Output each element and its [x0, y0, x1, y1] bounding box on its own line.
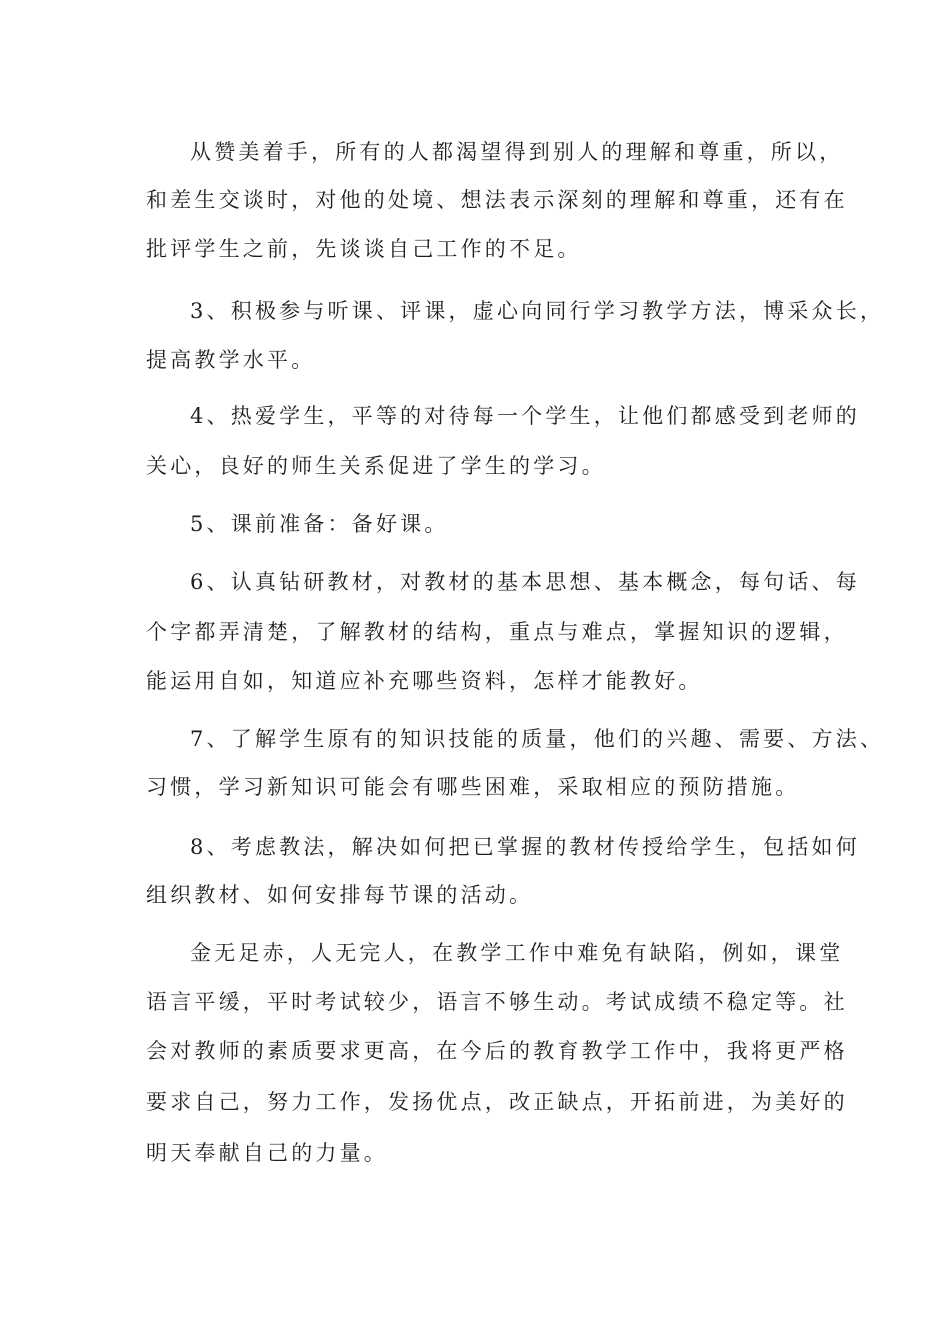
paragraph-line: 和差生交谈时，对他的处境、想法表示深刻的理解和尊重，还有在: [146, 188, 848, 212]
paragraph-line: 会对教师的素质要求更高，在今后的教育教学工作中，我将更严格: [146, 1039, 848, 1063]
paragraph-line: 明天奉献自己的力量。: [146, 1141, 388, 1165]
paragraph-line: 要求自己，努力工作，发扬优点，改正缺点，开拓前进，为美好的: [146, 1090, 848, 1114]
paragraph-line: 语言平缓，平时考试较少，语言不够生动。考试成绩不稳定等。社: [146, 990, 848, 1014]
paragraph-line: 批评学生之前，先谈谈自己工作的不足。: [146, 237, 582, 261]
paragraph-line: 6、认真钻研教材，对教材的基本思想、基本概念，每句话、每: [190, 570, 860, 594]
paragraph-line: 关心，良好的师生关系促进了学生的学习。: [146, 454, 606, 478]
paragraph-line: 组织教材、如何安排每节课的活动。: [146, 883, 534, 907]
paragraph-line: 5、课前准备：备好课。: [190, 512, 449, 536]
paragraph-line: 3、积极参与听课、评课，虚心向同行学习教学方法，博采众长，: [190, 299, 885, 323]
paragraph-line: 习惯，学习新知识可能会有哪些困难，采取相应的预防措施。: [146, 775, 800, 799]
paragraph-line: 7、了解学生原有的知识技能的质量，他们的兴趣、需要、方法、: [190, 727, 885, 751]
paragraph-line: 8、考虑教法，解决如何把已掌握的教材传授给学生，包括如何: [190, 835, 860, 859]
paragraph-line: 能运用自如，知道应补充哪些资料，怎样才能教好。: [146, 669, 703, 693]
paragraph-line: 提高教学水平。: [146, 348, 316, 372]
paragraph-line: 金无足赤，人无完人，在教学工作中难免有缺陷，例如，课堂: [190, 941, 844, 965]
paragraph-line: 从赞美着手，所有的人都渴望得到别人的理解和尊重，所以，: [190, 140, 844, 164]
paragraph-line: 4、热爱学生，平等的对待每一个学生，让他们都感受到老师的: [190, 404, 860, 428]
paragraph-line: 个字都弄清楚，了解教材的结构，重点与难点，掌握知识的逻辑，: [146, 620, 848, 644]
